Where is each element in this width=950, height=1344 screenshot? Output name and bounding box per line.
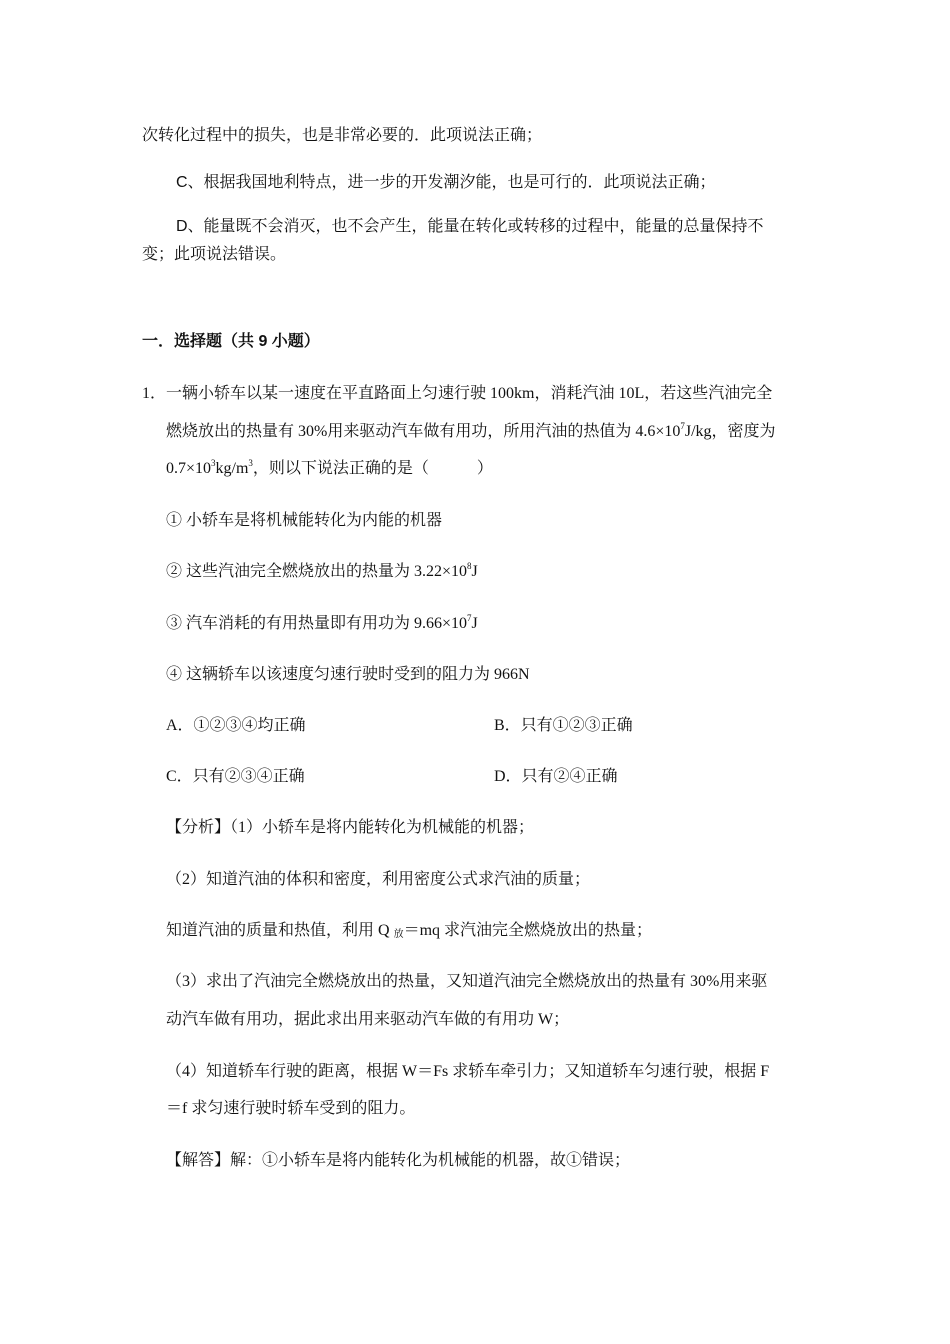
prev-answer-option-d: D、能量既不会消灭，也不会产生，能量在转化或转移的过程中，能量的总量保持不 [176, 218, 764, 235]
statement-text: ③ 汽车消耗的有用热量即有用功为 9.66×10 [166, 615, 468, 632]
statement-3 [166, 614, 478, 635]
section-title-prefix: 一．选择题（共 [142, 333, 259, 350]
exponent: 8 [467, 561, 472, 571]
section-question-count: 9 [258, 333, 268, 350]
statement-text: ② 这些汽油完全燃烧放出的热量为 3.22×10 [166, 563, 468, 580]
question-stem-line-2 [166, 422, 776, 443]
analysis-heading: 【分析】（1）小轿车是将内能转化为机械能的机器； [166, 819, 535, 836]
section-title [142, 332, 320, 352]
solution-heading: 【解答】解：①小轿车是将内能转化为机械能的机器，故①错误； [166, 1152, 631, 1169]
analysis-paragraph-5: （4）知道轿车行驶的距离，根据 W＝Fs 求轿车牵引力；又知道轿车匀速行驶，根据 F [166, 1063, 770, 1080]
statement-text: J [471, 563, 478, 580]
analysis-paragraph-5-cont: ＝f 求匀速行驶时轿车受到的阻力。 [166, 1100, 416, 1117]
statement-4: ④ 这辆轿车以该速度匀速行驶时受到的阻力为 966N [166, 666, 530, 683]
option-d: D．只有②④正确 [494, 768, 618, 785]
statement-1: ① 小轿车是将机械能转化为内能的机器 [166, 512, 443, 529]
option-a: A．①②③④均正确 [166, 717, 306, 734]
question-stem-line-3 [166, 459, 493, 480]
stem-text: ，则以下说法正确的是（ ） [252, 460, 493, 477]
option-c: C．只有②③④正确 [166, 768, 305, 785]
stem-text: 0.7×10 [166, 460, 212, 477]
question-stem-line-1: 1．一辆小轿车以某一速度在平直路面上匀速行驶 100km，消耗汽油 10L，若这些汽油完全 [142, 385, 773, 402]
prev-answer-line: 次转化过程中的损失，也是非常必要的．此项说法正确； [142, 127, 543, 144]
option-b: B．只有①②③正确 [494, 717, 633, 734]
prev-answer-option-d-cont: 变；此项说法错误。 [142, 246, 287, 263]
stem-text: kg/m [215, 460, 249, 477]
analysis-paragraph-4: （3）求出了汽油完全燃烧放出的热量，又知道汽油完全燃烧放出的热量有 30%用来驱 [166, 973, 768, 990]
stem-text: J/kg，密度为 [684, 423, 776, 440]
subscript: 放 [393, 929, 404, 940]
analysis-paragraph-4-cont: 动汽车做有用功，据此求出用来驱动汽车做的有用功 W； [166, 1011, 570, 1028]
statement-text: J [471, 615, 478, 632]
analysis-paragraph-3 [166, 921, 652, 943]
statement-2 [166, 562, 478, 583]
exponent: 3 [211, 458, 216, 468]
prev-answer-option-c: C、根据我国地利特点，进一步的开发潮汐能，也是可行的．此项说法正确； [176, 174, 716, 191]
exponent: 7 [680, 421, 685, 431]
analysis-paragraph-2: （2）知道汽油的体积和密度，利用密度公式求汽油的质量； [166, 871, 591, 888]
stem-text: 燃烧放出的热量有 30%用来驱动汽车做有用功，所用汽油的热值为 4.6×10 [166, 423, 681, 440]
section-title-suffix: 小题） [267, 333, 320, 350]
analysis-text: 知道汽油的质量和热值，利用 Q [166, 922, 394, 939]
analysis-text: ＝mq 求汽油完全燃烧放出的热量； [403, 922, 653, 939]
exponent: 7 [467, 613, 472, 623]
exponent: 3 [248, 458, 253, 468]
